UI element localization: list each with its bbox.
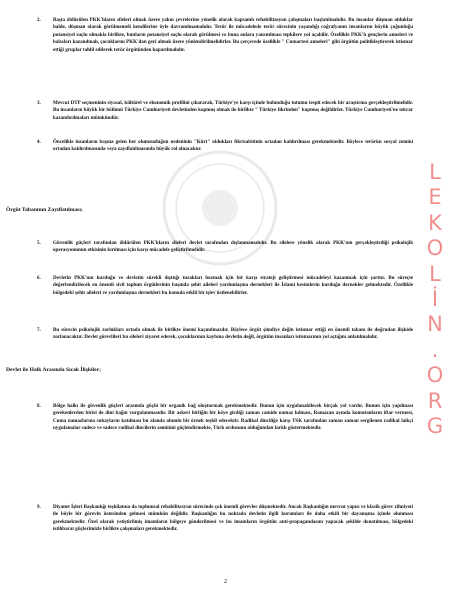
watermark-letter: L <box>429 261 441 286</box>
item-text: Bölge halkı ile güvenlik güçleri arasında güçlü bir organik bağ oluşturmak gerekmektedir. Bunun için uygulanabilecek birçok yol vardır. Bunun için yapılması gerekenlerden birisi de dini bağın vurgulanmasıdır. Bir askeri birliğin bir köye girdiği zaman camide namaz kılması, Ramazan ayında komutanların iftar vermesi, Cuma namazlarına subayların katılması bu alanda olumlu bir örnek teşkil edecektir. Radikal dinciliğe karşı TSK tarafından zaman zaman sergilenen radikal laikçi uygulamalar sadece ve sadece radikal dincilerin zeminini güçlendirmekte, Türk ordusunu olduğundan farklı göstermektedir. <box>53 403 413 432</box>
watermark-letter: L <box>429 160 441 184</box>
list-item-6 <box>37 275 413 297</box>
item-number: 5. <box>37 240 41 246</box>
watermark-letter: G <box>426 414 444 439</box>
list-item-2 <box>37 17 413 54</box>
list-item-3 <box>37 100 413 122</box>
item-number: 9. <box>37 504 41 510</box>
item-number: 3. <box>37 100 41 106</box>
list-item-5 <box>37 240 413 255</box>
watermark-letter: K <box>428 210 442 235</box>
watermark-letter: . <box>431 337 439 362</box>
item-number: 8. <box>37 403 41 409</box>
lekolin-watermark <box>424 160 446 439</box>
item-text: Güvenlik güçleri tarafından öldürülen PKK'lıların sileleri devlet tarafından dışlanmamalıdır. Bu silelere yönelik olarak PKK'nın gerçekleştirdiği psikolojik operasyonunun etkisinin kırılması için karşı mücadele geliştirilmelidir. <box>53 240 413 254</box>
watermark-letter: O <box>426 236 444 261</box>
item-text: Devletin PKK'nın kurduğu ve devletin sürekli dışttığı tuzakları bozmak için bir karşı strateji geliştirmesi mücadeleyi kazanmak için şarttır. Bu süreçte değerlendirilecek en önemli sivil toplum örgütlerinin başında şehit aileleri yardımlaşma dernekleri ile İslami kesimlerin kurduğu dernekler gelmektedir. Özellikle bölgedeki şehit aileleri ve yardımlaşma dernekleri bu konuda etkili bir işlev üstlenebilirler. <box>53 275 413 296</box>
list-item-4 <box>37 139 413 154</box>
watermark-letter: E <box>428 185 442 210</box>
page-number: 2 <box>224 579 227 585</box>
list-item-8 <box>37 403 413 433</box>
list-item-9 <box>37 504 413 534</box>
item-number: 7. <box>37 327 41 333</box>
item-number: 6. <box>37 275 41 281</box>
watermark-letter: R <box>427 388 443 413</box>
item-text: Mevcut DTP seçmeninin siyasal, kültürel ve ekonomik profilini çıkararak, Türkiye'ye karşı içinde bulunduğu tutumu tespit edecek bir araştırma gerçekleştirilmelidir. Bu insanların büyük bir bölümü Türkiye Cumhuriyeti devletinden kopmuş olmak ile birlikte " Türkiye fikrinden" kopmuş değildirler. Türkiye Cumhuriyeti'ne tekrar kazandırılmaları mümkündür. <box>53 100 413 121</box>
item-text: Öncelikle insanların başına gelen her olumsuzluğun nedeninin "Kürt" oldukları fikrisabitinin ortadan kaldırılması gerekmektedir. Böylece terörün sosyal zemini ortadan kaldırılmasında veya zayıflatılmasında büyük rol olnacaktır. <box>53 139 413 153</box>
watermark-letter: O <box>426 363 444 388</box>
watermark-letter: İ <box>431 287 439 312</box>
item-text: Diyanet İşleri Başkanlığı teşkilatına da toplumsal rehabilitasyon sürecinde çok önemli görevler düşmektedir. Ancak Başkanlığın mevcut yapısı ve klasik görev zihniyeti ile böyle bir görevin üstesinden gelmesi mümkün değildir. Başkanlığın bu noktada devletin ilgili kurumları ile daha etkili bir dayanışma içinde olunması gerekmektedir. Özel olarak yetiştirilmiş imamların bölgeye gönderilmesi ve bu imamların örgütün anti-propagandasını yapacak şekilde donatılması, bölgedeki istihbarat güçlerimizle birlikte çalışmaları gerekmektedir. <box>53 504 413 533</box>
item-text: Bu sürecin psikolojik zorlukları ortada olmak ile birlikte önemi kaçınılmazdır. Böylece örgüt şimdiye değin istismar ettiği en önemli tabanı ile doğrudan ilişkide zorlanacaktır. Devlet görevlileri bu sileleri ziyaret ederek, çocuklarının kaybına devletin değil, örgütün insanları istismarının yol açtığını anlatılmalıdır. <box>53 327 413 341</box>
watermark-letter: N <box>427 312 443 337</box>
section-heading-devlet-halk: Devlet ile Halk Arasında Sıcak İlişkiler; <box>6 367 101 373</box>
item-number: 2. <box>37 17 41 23</box>
item-number: 4. <box>37 139 41 145</box>
section-heading-orgut-tabani: Örgüt Tabanının Zayıflatılması; <box>6 207 83 213</box>
item-text: Başta öldürülen PKK'lıların sileleri olmak üzere yakın çevrelerine yönelik olarak kapsamlı rehabilitasyon çalışmaları başlatılmalıdır. Bu insanlar düşman olduklar halde, düşman olarak görülmemeli kendilerine öyle davranılmamalıdır. Terör ile mücadelede terör sürecinin yaşandığı coğrafyanın insanlarını büyük çoğunluğu potansiyel suçlu olmakla birlikte, bunların potansiyel suçlu olarak görülmesi ve buna onlara yansıtılması tepkilere yol açabilir. Özellikle PKK'lı gençlerin anneleri ve babaları kazanılmalı, çocuklarını PKK'dan geri almak üzere yönlendirilmelidirler. Bu çerçevede özellikle " Cumartesi anneleri" gibi örgütün politikleştirerek istismar ettiği gruplar tahlil edilerek terör örgütünden koparılmalıdır. <box>53 17 413 53</box>
list-item-7 <box>37 327 413 342</box>
